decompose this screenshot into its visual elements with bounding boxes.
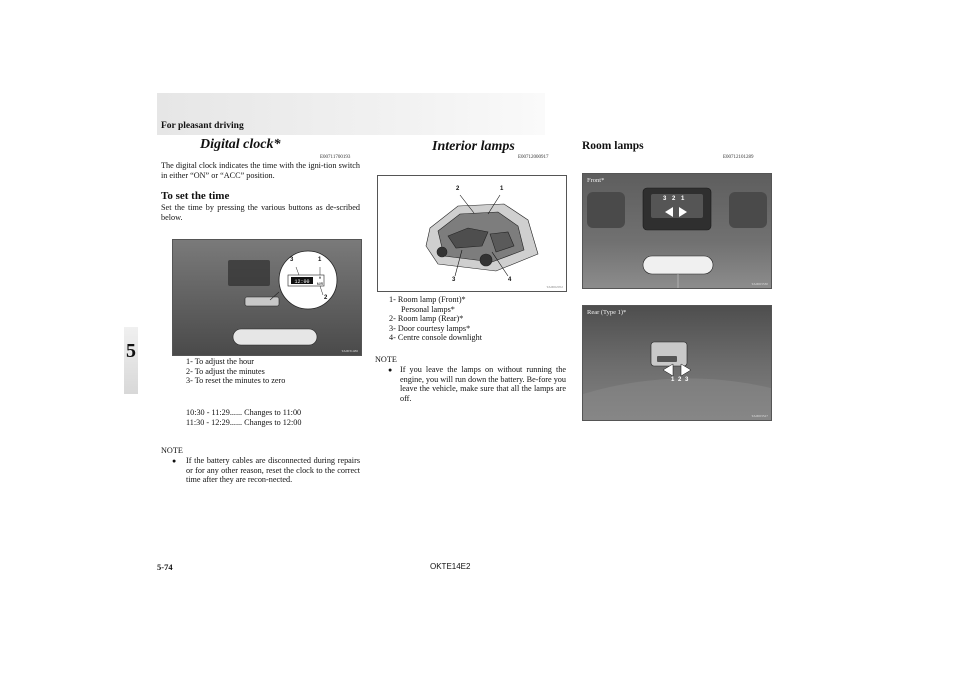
callout-3: 3: [452, 277, 456, 283]
bullet-icon: ●: [172, 457, 177, 465]
callout-2: 2: [672, 196, 676, 202]
bullet-icon: ●: [388, 366, 393, 374]
callout-2: 2: [456, 186, 460, 192]
clock-illustration: [173, 240, 361, 355]
document-code: OKTE14E2: [430, 562, 471, 571]
note-label: NOTE: [161, 446, 183, 455]
front-lamp-illustration: [583, 174, 771, 288]
figure-label: Rear (Type 1)*: [587, 309, 627, 316]
svg-text:H: H: [318, 276, 322, 280]
note-label: NOTE: [375, 355, 397, 364]
figure-label: Front*: [587, 177, 605, 184]
list-item: 4- Centre console downlight: [389, 333, 483, 343]
list-item: 3- To reset the minutes to zero: [186, 376, 286, 386]
clock-button-list: [186, 357, 366, 386]
chapter-number: 5: [126, 340, 136, 362]
svg-text:M/R: M/R: [316, 282, 324, 286]
vehicle-cutaway-illustration: [378, 176, 566, 291]
list-item: 1- Room lamp (Front)*: [389, 295, 466, 304]
list-item: 10:30 - 11:29...... Changes to 11:00: [186, 408, 302, 417]
list-item: Personal lamps*: [401, 304, 455, 314]
list-item: 2- Room lamp (Rear)*: [389, 314, 464, 324]
room-lamps-code: E00712101289: [723, 155, 754, 160]
rear-lamp-illustration: [583, 306, 771, 420]
callout-3: 3: [685, 377, 689, 383]
digital-clock-title: Digital clock*: [200, 137, 281, 152]
callout-1: 1: [681, 196, 685, 202]
figure-code: TA0063530: [751, 282, 768, 286]
callout-3: 3: [290, 257, 294, 263]
figure-code: TA0031486: [341, 349, 358, 353]
list-item: 2- To adjust the minutes: [186, 366, 265, 376]
list-item: 11:30 - 12:29...... Changes to 12:00: [186, 417, 302, 427]
digital-clock-intro: The digital clock indicates the time with the igni-tion switch in either “ON” or “ACC” position.: [161, 161, 360, 180]
clock-note-text: If the battery cables are disconnected during repairs or for any other reason, reset the clock to the correct time after they are recon-nected.: [186, 456, 360, 485]
lamp-list: [389, 295, 564, 343]
section-title: For pleasant driving: [161, 121, 244, 131]
lamps-note-text: If you leave the lamps on without running the engine, you will run down the battery. Be-fore you leave the vehicle, make sure that all the lamps are off.: [400, 365, 566, 403]
interior-lamps-figure: [377, 175, 567, 292]
page-number: 5-74: [157, 562, 173, 572]
callout-3: 3: [663, 196, 667, 202]
callout-2: 2: [324, 295, 328, 301]
room-lamps-title: Room lamps: [582, 140, 644, 152]
list-item: 3- Door courtesy lamps*: [389, 323, 471, 333]
digital-clock-figure: [172, 239, 362, 356]
reset-examples: [186, 408, 366, 427]
interior-lamps-code: E00712000917: [518, 155, 549, 160]
callout-1: 1: [671, 377, 675, 383]
set-time-text: Set the time by pressing the various buttons as de-scribed below.: [161, 203, 360, 222]
figure-code: TA0062052: [546, 285, 563, 289]
callout-2: 2: [678, 377, 682, 383]
callout-4: 4: [508, 277, 512, 283]
callout-1: 1: [318, 257, 322, 263]
figure-code: TA0063527: [751, 414, 768, 418]
set-time-heading: To set the time: [161, 190, 230, 202]
clock-display-text: 12:00: [294, 279, 310, 285]
list-item: 1- To adjust the hour: [186, 357, 254, 366]
interior-lamps-title: Interior lamps: [432, 139, 515, 154]
front-room-lamp-figure: [582, 173, 772, 289]
rear-room-lamp-figure: [582, 305, 772, 421]
digital-clock-code: E00711700193: [320, 155, 351, 160]
callout-1: 1: [500, 186, 504, 192]
